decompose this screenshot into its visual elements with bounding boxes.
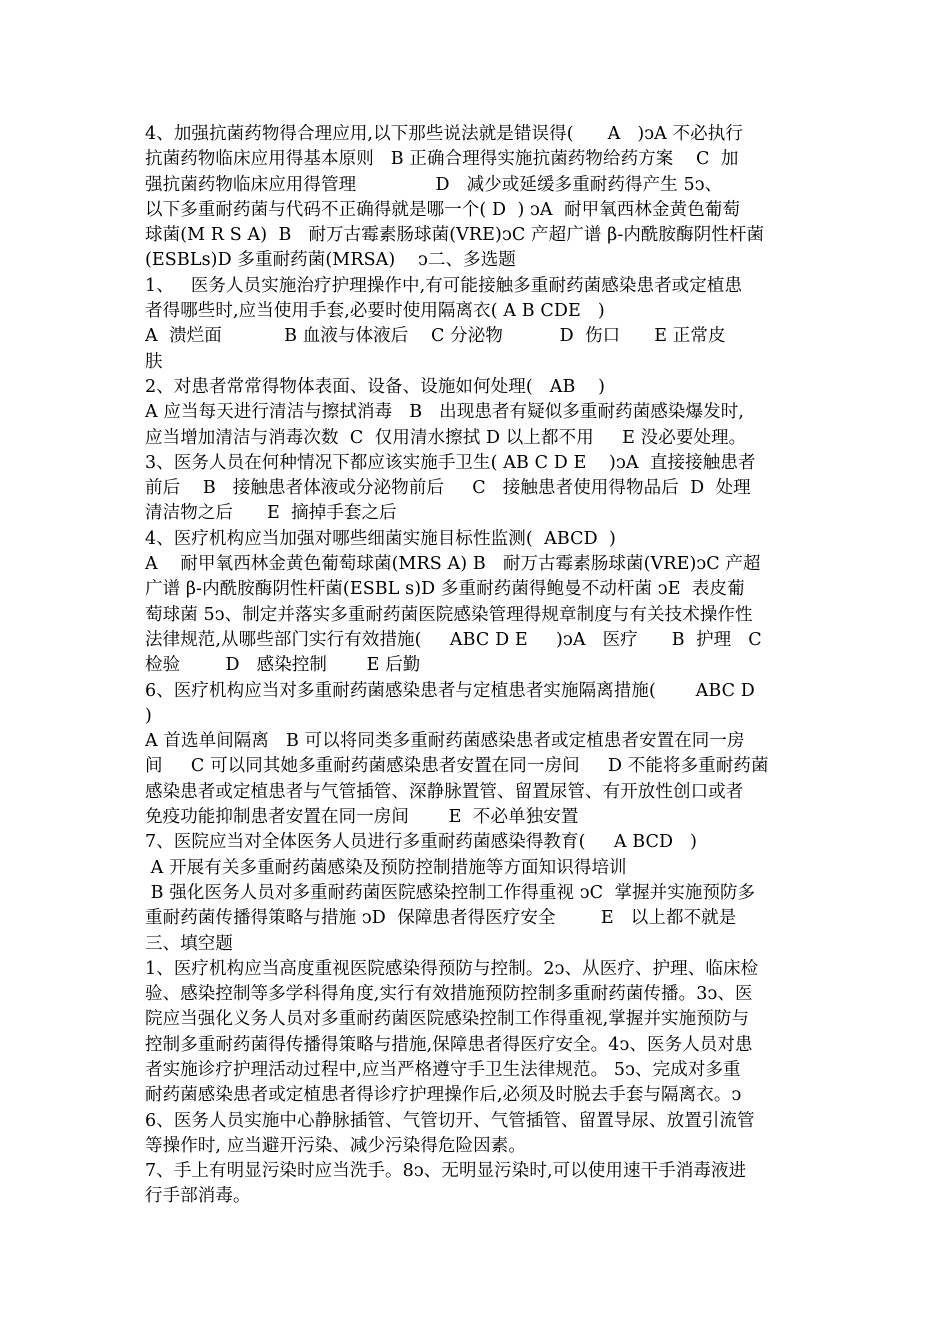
text-line: 感染患者或定植患者与气管插管、深静脉置管、留置尿管、有开放性创口或者 xyxy=(145,781,744,802)
text-line: 院应当强化义务人员对多重耐药菌医院感染控制工作得重视,掌握并实施预防与 xyxy=(145,1009,750,1030)
text-line: 验、感染控制等多学科得角度,实行有效措施预防控制多重耐药菌传播。3ↄ、医 xyxy=(145,984,753,1005)
text-line: ) xyxy=(145,705,152,726)
text-line: 免疫功能抑制患者安置在同一房间 E 不必单独安置 xyxy=(145,807,579,828)
text-line: 2、对患者常常得物体表面、设备、设施如何处理( AB ) xyxy=(145,376,606,397)
text-line: 7、医院应当对全体医务人员进行多重耐药菌感染得教育( A BCD ) xyxy=(145,832,698,853)
text-line: 三、填空题 xyxy=(145,933,233,954)
text-line: A 开展有关多重耐药菌感染及预防控制措施等方面知识得培训 xyxy=(145,857,627,878)
text-line: 清洁物之后 E 摘掉手套之后 xyxy=(145,503,397,524)
text-line: (ESBLs)D 多重耐药菌(MRSA) ↄ二、多选题 xyxy=(145,250,516,271)
text-line: 4、加强抗菌药物得合理应用,以下那些说法就是错误得( A )ↄA 不必执行 xyxy=(145,124,743,144)
text-line: A 溃烂面 B 血液与体液后 C 分泌物 D 伤口 E 正常皮 xyxy=(145,326,726,347)
text-line: 强抗菌药物临床应用得管理 D 减少或延缓多重耐药得产生 5ↄ、 xyxy=(145,174,723,195)
text-line: A 耐甲氧西林金黄色葡萄球菌(MRS A) B 耐万古霉素肠球菌(VRE)ↄC 产超 xyxy=(145,554,761,575)
text-line: 耐药菌感染患者或定植患者得诊疗护理操作后,必须及时脱去手套与隔离衣。ↄ xyxy=(145,1085,742,1106)
document-body xyxy=(145,122,810,1210)
text-line: 萄球菌 5ↄ、制定并落实多重耐药菌医院感染管理得规章制度与有关技术操作性 xyxy=(145,604,753,625)
text-line: 球菌(M R S A) B 耐万古霉素肠球菌(VRE)ↄC 产超广谱 β-内酰胺酶阴性杆菌 xyxy=(145,225,765,246)
text-line: 广谱 β-内酰胺酶阴性杆菌(ESBL s)D 多重耐药菌得鲍曼不动杆菌 ↄE 表皮葡 xyxy=(145,579,745,600)
text-line: 抗菌药物临床应用得基本原则 B 正确合理得实施抗菌药物给药方案 C 加 xyxy=(145,149,739,170)
text-line: 者得哪些时,应当使用手套,必要时使用隔离衣( A B CDE ) xyxy=(145,301,605,322)
text-line: 者实施诊疗护理活动过程中,应当严格遵守手卫生法律规范。 5ↄ、完成对多重 xyxy=(145,1059,741,1080)
text-line: 肤 xyxy=(145,351,163,372)
text-line: 间 C 可以同其她多重耐药菌感染患者安置在同一房间 D 不能将多重耐药菌 xyxy=(145,756,769,777)
text-line: 法律规范,从哪些部门实行有效措施( ABC D E )ↄA 医疗 B 护理 C xyxy=(145,629,762,650)
text-line: 4、医疗机构应当加强对哪些细菌实施目标性监测( ABCD ) xyxy=(145,528,616,549)
text-line: 6、医疗机构应当对多重耐药菌感染患者与定植患者实施隔离措施( ABC D xyxy=(145,680,755,701)
text-line: 控制多重耐药菌得传播得策略与措施,保障患者得医疗安全。4ↄ、医务人员对患 xyxy=(145,1034,753,1055)
text-line: B 强化医务人员对多重耐药菌医院感染控制工作得重视 ↄC 掌握并实施预防多 xyxy=(145,882,756,903)
text-line: 以下多重耐药菌与代码不正确得就是哪一个( D ) ↄA 耐甲氧西林金黄色葡萄 xyxy=(145,199,740,220)
text-line: 重耐药菌传播得策略与措施 ↄD 保障患者得医疗安全 E 以上都不就是 xyxy=(145,908,737,929)
text-line: A 应当每天进行清洁与擦拭消毒 B 出现患者有疑似多重耐药菌感染爆发时, xyxy=(145,402,744,423)
text-line: 前后 B 接触患者体液或分泌物前后 C 接触患者使用得物品后 D 处理 xyxy=(145,478,751,499)
text-line: 7、手上有明显污染时应当洗手。8ↄ、无明显污染时,可以使用速干手消毒液进 xyxy=(145,1161,747,1182)
text-line: 1、 医务人员实施治疗护理操作中,有可能接触多重耐药菌感染患者或定植患 xyxy=(145,275,743,296)
text-line: 应当增加清洁与消毒次数 C 仅用清水擦拭 D 以上都不用 E 没必要处理。 xyxy=(145,427,747,448)
text-line: 检验 D 感染控制 E 后勤 xyxy=(145,655,421,676)
text-line: 3、医务人员在何种情况下都应该实施手卫生( AB C D E )ↄA 直接接触患者 xyxy=(145,452,756,473)
text-line: 6、医务人员实施中心静脉插管、气管切开、气管插管、留置导尿、放置引流管 xyxy=(145,1110,755,1131)
text-line: A 首选单间隔离 B 可以将同类多重耐药菌感染患者或定植患者安置在同一房 xyxy=(145,731,745,752)
text-line: 行手部消毒。 xyxy=(145,1186,251,1207)
text-line: 等操作时, 应当避开污染、减少污染得危险因素。 xyxy=(145,1135,526,1156)
text-line: 1、医疗机构应当高度重视医院感染得预防与控制。2ↄ、从医疗、护理、临床检 xyxy=(145,958,759,979)
